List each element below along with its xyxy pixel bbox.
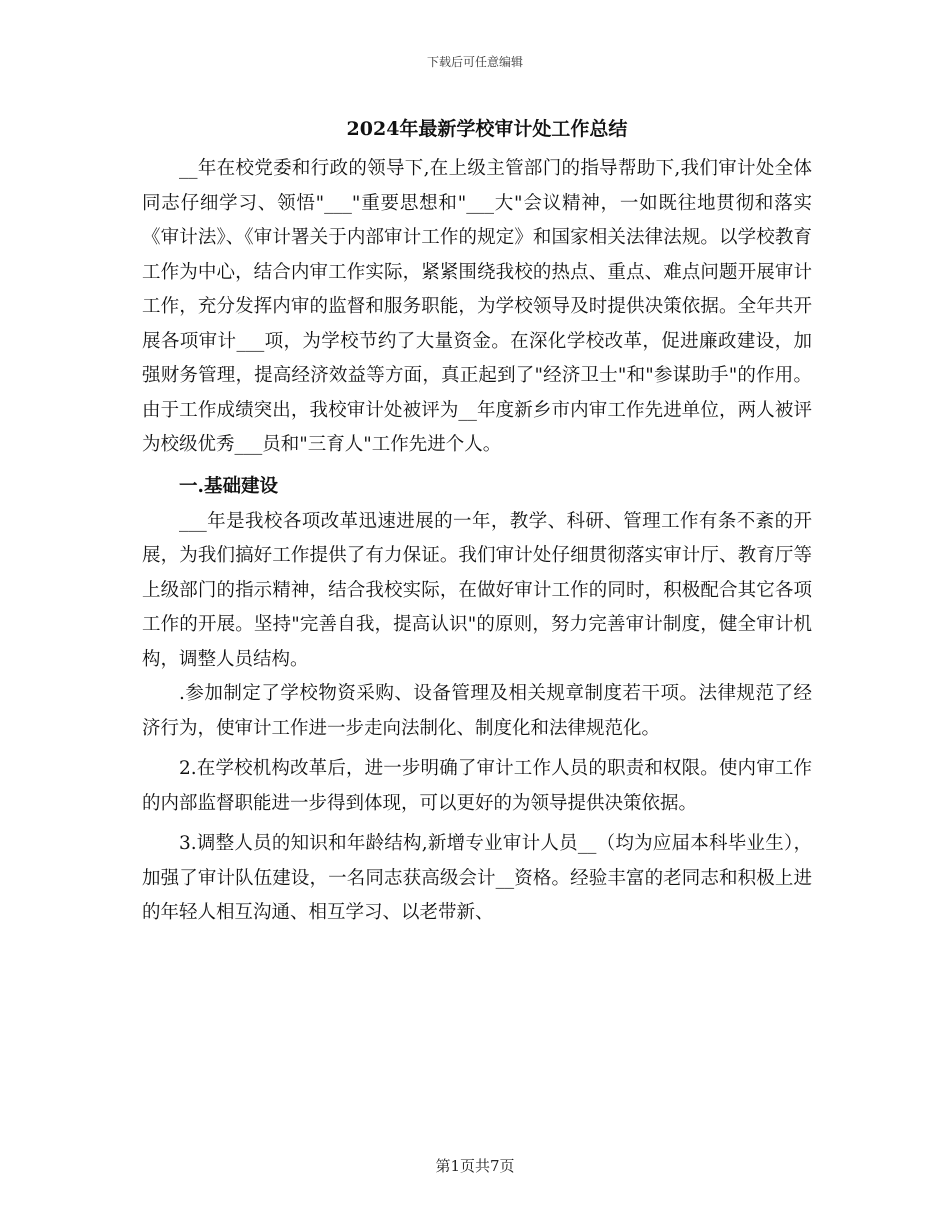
page-number: 第1页共7页 xyxy=(435,1157,515,1175)
section1-paragraph: ___年是我校各项改革迅速进展的一年，教学、科研、管理工作有条不紊的开展，为我们搞好工作提供了有力保证。我们审计处仔细贯彻落实审计厅、教育厅等上级部门的指示精神，结合我校实际，在做好审计工作的同时，积极配合其它各项工作的开展。坚持"完善自我，提高认识"的原则，努力完善审计制度，健全审计机构，调整人员结构。 xyxy=(142,510,812,670)
document-title: 2024年最新学校审计处工作总结 xyxy=(346,118,628,140)
document-body xyxy=(142,112,812,931)
list-item-2: 2.在学校机构改革后，进一步明确了审计工作人员的职责和权限。使内审工作的内部监督职能进一步得到体现，可以更好的为领导提供决策依据。 xyxy=(142,758,812,814)
list-item-3: 3.调整人员的知识和年龄结构,新增专业审计人员__（均为应届本科毕业生），加强了审计队伍建设，一名同志获高级会计__资格。经验丰富的老同志和积极上进的年轻人相互沟通、相互学习、以老带新、 xyxy=(142,833,812,923)
intro-paragraph: __年在校党委和行政的领导下,在上级主管部门的指导帮助下,我们审计处全体同志仔细学习、领悟"___"重要思想和"___大"会议精神，一如既往地贯彻和落实《审计法》、《审计署关于内部审计工作的规定》和国家相关法律法规。以学校教育工作为中心，结合内审工作实际，紧紧围绕我校的热点、重点、难点问题开展审计工作，充分发挥内审的监督和服务职能，为学校领导及时提供决策依据。全年共开展各项审计___项，为学校节约了大量资金。在深化学校改革，促进廉政建设，加强财务管理，提高经济效益等方面，真正起到了"经济卫士"和"参谋助手"的作用。由于工作成绩突出，我校审计处被评为__年度新乡市内审工作先进单位，两人被评为校级优秀___员和"三育人"工作先进个人。 xyxy=(142,158,812,455)
header-note: 下载后可任意编辑 xyxy=(426,55,523,69)
section-heading-basic-construction: 一.基础建设 xyxy=(179,475,278,497)
list-item-1: .参加制定了学校物资采购、设备管理及相关规章制度若干项。法律规范了经济行为，使审计工作进一步走向法制化、制度化和法律规范化。 xyxy=(142,683,812,739)
